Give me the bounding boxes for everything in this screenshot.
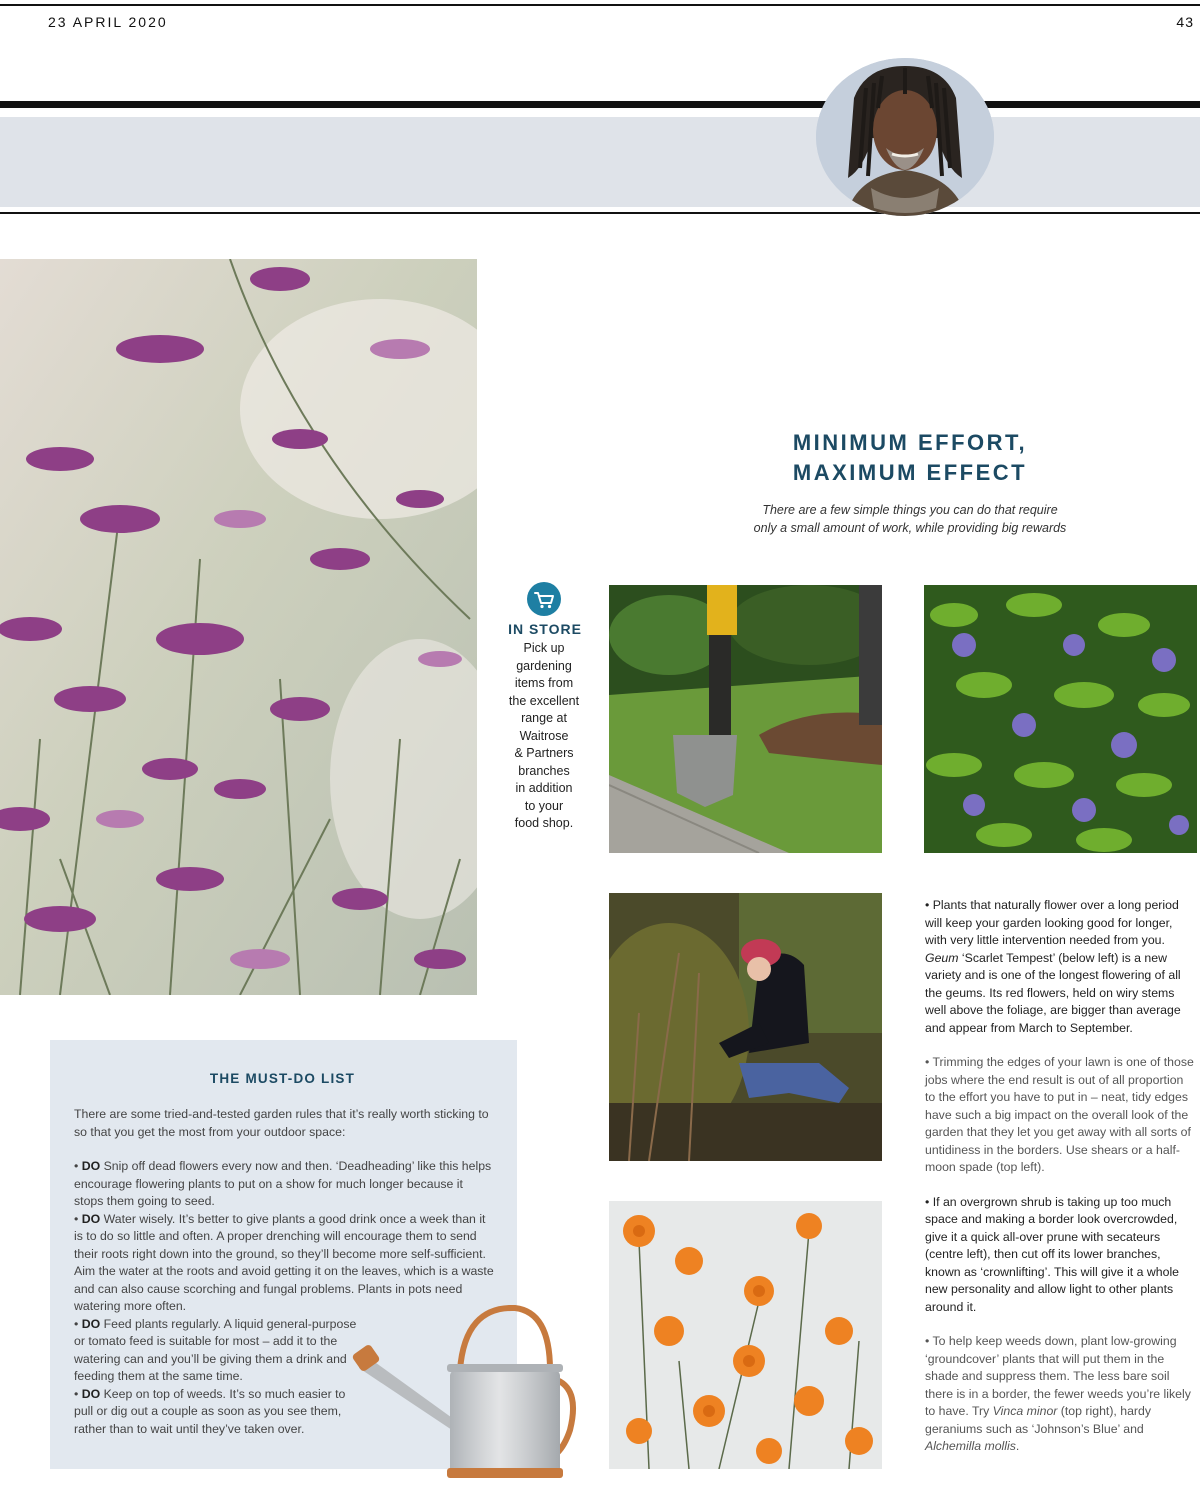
in-store-line: & Partners bbox=[514, 746, 574, 760]
feature-standfirst bbox=[730, 501, 1090, 537]
standfirst-line-2: only a small amount of work, while providing big rewards bbox=[753, 521, 1067, 535]
in-store-line: Waitrose bbox=[519, 728, 569, 743]
in-store-title: IN STORE bbox=[508, 621, 582, 637]
must-do-title: THE MUST-DO LIST bbox=[209, 1071, 356, 1086]
must-do-intro: There are some tried-and-tested garden rules that it’s really worth sticking to so that you get the most from your outdoor space: bbox=[74, 1107, 489, 1139]
list-item: • DO Keep on top of weeds. It’s so much easier to pull or dig out a couple as soon as you see them, rather than to wait until they’ve taken over. bbox=[74, 1386, 346, 1436]
in-store-line: to your bbox=[524, 798, 564, 813]
author-portrait bbox=[816, 58, 994, 216]
in-store-text bbox=[498, 640, 590, 833]
tip-crownlifting: • If an overgrown shrub is taking up too much space and making a border look overcrowded, give it a quick all-over prune with secateurs (centre left), then cut off its lower branches, known as ‘crownlifting’. This will give it a whole new personality and allow light to other plants around it. bbox=[925, 1194, 1180, 1314]
in-store-line: branches bbox=[518, 763, 570, 778]
in-store-line: items from bbox=[514, 676, 574, 690]
standfirst-line-1: There are a few simple things you can do that require bbox=[762, 503, 1058, 517]
headline-line-2: MAXIMUM EFFECT bbox=[792, 460, 1028, 485]
watering-can-image bbox=[345, 1300, 585, 1490]
tip-long-flowering: • Plants that naturally flower over a long period will keep your garden looking good for longer, with very little intervention needed from you. Geum ‘Scarlet Tempest’ (below left) is a new variety and is one of the longest flowering of all the geums. Its red flowers, held on wiry stems well above the foliage, are bigger than average and appear from March to September. bbox=[925, 898, 1181, 1035]
list-item: • DO Feed plants regularly. A liquid general-purpose or tomato feed is suitable for most – add it to the watering can and you’ll be giving them a drink and feeding them at the same time. bbox=[74, 1316, 357, 1383]
vinca-minor-photo bbox=[924, 585, 1197, 853]
in-store-line: food shop. bbox=[514, 816, 574, 830]
spade-photo bbox=[609, 585, 882, 853]
tips-column bbox=[925, 897, 1195, 1473]
header-thick-rule bbox=[0, 101, 1200, 108]
header-bottom-rule bbox=[0, 212, 1200, 214]
verbena-photo bbox=[0, 259, 477, 995]
list-item: • DO Water wisely. It’s better to give plants a good drink once a week than it is to do so little and often. A proper drenching will encourage them to send their roots right down into the ground, so they’ll become more self-sufficient. Aim the water at the roots and avoid getting it on the leaves, which is a waste and can also cause scorching and fungal problems. Plants in pots need watering more often. bbox=[74, 1211, 494, 1313]
page-number: 43 bbox=[1176, 14, 1194, 30]
tip-lawn-edges: • Trimming the edges of your lawn is one of those jobs where the end result is out of all proportion to the effort you have to put in – neat, tidy edges have such a big impact on the overall look of the garden that they let you get away with all sorts of untidiness in the borders. Use shears or a half-moon spade (top left). bbox=[925, 1055, 1194, 1174]
in-store-line: the excellent bbox=[508, 693, 580, 708]
list-item: • DO Snip off dead flowers every now and then. ‘Deadheading’ like this helps encourage flowering plants to put on a show for much longer because it stops them going to seed. bbox=[74, 1159, 492, 1208]
feature-headline bbox=[740, 428, 1080, 488]
tip-groundcover: • To help keep weeds down, plant low-growing ‘groundcover’ plants that will put them in the shade and suppress them. The less bare soil there is in a border, the fewer weeds you’re likely to have. Try Vinca minor (top right), hardy geraniums such as ‘Johnson’s Blue’ and Alchemilla mollis. bbox=[925, 1334, 1191, 1453]
issue-date: 23 APRIL 2020 bbox=[48, 14, 168, 30]
top-rule bbox=[0, 4, 1200, 6]
in-store-line: Pick up bbox=[523, 641, 565, 655]
geum-scarlet-tempest-photo bbox=[609, 1201, 882, 1469]
in-store-line: in addition bbox=[515, 781, 573, 795]
header-band bbox=[0, 117, 1200, 207]
pruning-shrub-photo bbox=[609, 893, 882, 1161]
headline-line-1: MINIMUM EFFORT, bbox=[792, 430, 1028, 455]
in-store-line: gardening bbox=[516, 658, 572, 673]
shopping-cart-icon bbox=[527, 582, 561, 616]
in-store-line: range at bbox=[521, 711, 567, 725]
